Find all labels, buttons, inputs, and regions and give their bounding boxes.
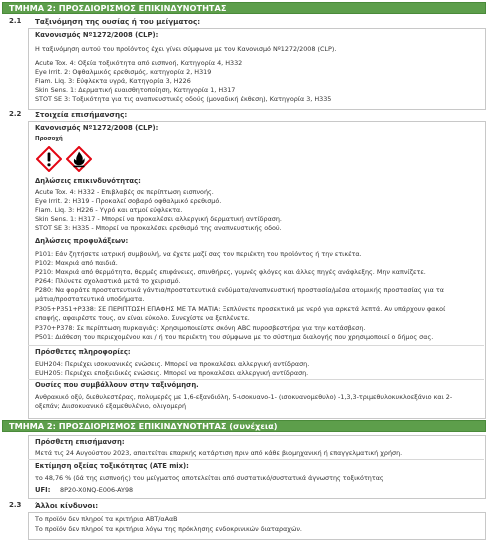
additional-information-title: Πρόσθετες πληροφορίες: bbox=[35, 348, 131, 356]
ufi-label: UFI: bbox=[35, 486, 51, 494]
precautionary-statement: P101: Εάν ζητήσετε ιατρική συμβουλή, να έχετε μαζί σας τον περιέκτη του προϊόντος ή την ετικέτα. bbox=[35, 250, 362, 258]
contributing-substances-line: οξεπάν; Διισοκυανικό εξαμεθυλένιο, ολιγομερή bbox=[35, 402, 186, 410]
classification-line: STOT SE 3: Τοξικότητα για τις αναπνευστικές οδούς (μοναδική έκθεση), Κατηγορία 3, H335 bbox=[35, 95, 332, 103]
additional-information-line: EUH205: Περιέχει εποξειδικές ενώσεις. Μπορεί να προκαλέσει αλλεργική αντίδραση. bbox=[35, 369, 309, 377]
classification-line: Acute Tox. 4: Οξεία τοξικότητα από εισπνοή, Κατηγορία 4, H332 bbox=[35, 59, 243, 67]
exclamation-mark-pictogram-icon bbox=[36, 146, 62, 172]
precautionary-statement: P501: Διάθεση του περιεχομένου και / ή του περιέκτη του σύμφωνα με το σύστημα διαλογής που χρησιμοποιεί ο δήμος σας. bbox=[35, 333, 434, 341]
other-hazards-heading: Άλλοι κίνδυνοι: bbox=[35, 501, 99, 510]
precautionary-statement: P210: Μακριά από θερμότητα, θερμές επιφάνειες, σπινθήρες, γυμνές φλόγες και άλλες πηγές ανάφλεξης. Μην καπνίζετε. bbox=[35, 268, 426, 276]
divider bbox=[28, 345, 484, 346]
hazard-statement: Flam. Liq. 3: H226 - Υγρό και ατμοί εύφλεκτα. bbox=[35, 206, 183, 214]
precautionary-statement: P102: Μακριά από παιδιά. bbox=[35, 259, 118, 267]
supplemental-labelling-title: Πρόσθετη επισήμανση: bbox=[35, 438, 125, 446]
signal-word: Προσοχή bbox=[35, 136, 63, 142]
ufi-value: 8P20-X0NQ-E006-AY98 bbox=[60, 486, 134, 494]
precautionary-statements-title: Δηλώσεις προφυλάξεων: bbox=[35, 237, 129, 245]
clp-regulation-label: Κανονισμός Nº1272/2008 (CLP): bbox=[35, 124, 159, 132]
section-header: ΤΜΗΜΑ 2: ΠΡΟΣΔΙΟΡΙΣΜΟΣ ΕΠΙΚΙΝΔΥΝΟΤΗΤΑΣ bbox=[2, 2, 486, 14]
section-number-2-3: 2.3 bbox=[9, 501, 22, 509]
other-hazards-line: Το προϊόν δεν πληροί τα κριτήρια λόγω της πρόκλησης ενδοκρινικών διαταραχών. bbox=[35, 525, 302, 533]
precautionary-statement: P264: Πλύνετε σχολαστικά μετά το χειρισμό. bbox=[35, 277, 181, 285]
hazard-statements-title: Δηλώσεις επικινδυνότητας: bbox=[35, 177, 141, 185]
contributing-substances-line: Ανθρακικό οξύ, διεθυλεστέρας, πολυμερές με 1,6-εξανδιόλη, 5-ισοκυανο-1- (ισοκυανομεθυλο) -1,3,3-τριμεθυλοκυκλοεξάνιο και 2- bbox=[35, 393, 453, 401]
other-hazards-line: Το προϊόν δεν πληροί τα κριτήρια ΑΒΤ/αΑαΒ bbox=[35, 515, 178, 523]
precautionary-statement: P370+P378: Σε περίπτωση πυρκαγιάς: Χρησιμοποιείστε σκόνη ABC πυροσβεστήρα για την κατάσβεση. bbox=[35, 324, 366, 332]
ate-mix-title: Εκτίμηση οξείας τοξικότητας (ATE mix): bbox=[35, 462, 189, 470]
contributing-substances-title: Ουσίες που συμβάλλουν στην ταξινόμηση. bbox=[35, 381, 199, 389]
classification-line: Flam. Liq. 3: Εύφλεκτα υγρά, Κατηγορία 3, H226 bbox=[35, 77, 191, 85]
precautionary-statement: P305+P351+P338: ΣΕ ΠΕΡΙΠΤΩΣΗ ΕΠΑΦΗΣ ΜΕ ΤΑ ΜΑΤΙΑ: Ξεπλύνετε προσεκτικά με νερό για αρκετά λεπτά. Αν υπάρχουν φακοί bbox=[35, 305, 446, 313]
precautionary-statement: επαφής, αφαιρέστε τους, αν είναι εύκολο. Συνεχίστε να ξεπλένετε. bbox=[35, 314, 250, 322]
classification-line: Skin Sens. 1: Δερματική ευαισθητοποίηση, Κατηγορία 1, H317 bbox=[35, 86, 236, 94]
hazard-statement: Skin Sens. 1: H317 - Μπορεί να προκαλέσει αλλεργική δερματική αντίδραση. bbox=[35, 215, 282, 223]
hazard-statement: Eye Irrit. 2: H319 - Προκαλεί σοβαρό οφθαλμικό ερεθισμό. bbox=[35, 197, 222, 205]
divider bbox=[28, 379, 484, 380]
section-number-2-1: 2.1 bbox=[9, 17, 22, 25]
section-header-continued: ΤΜΗΜΑ 2: ΠΡΟΣΔΙΟΡΙΣΜΟΣ ΕΠΙΚΙΝΔΥΝΟΤΗΤΑΣ (συνέχεια) bbox=[2, 420, 486, 432]
divider bbox=[28, 459, 484, 460]
label-elements-heading: Στοιχεία επισήμανσης: bbox=[35, 110, 128, 119]
flame-pictogram-icon bbox=[66, 146, 92, 172]
clp-regulation-label: Κανονισμός Nº1272/2008 (CLP): bbox=[35, 31, 159, 39]
classification-heading: Ταξινόμηση της ουσίας ή του μείγματος: bbox=[35, 17, 201, 26]
precautionary-statement: μάτια/προστατευτικά υποδήματα. bbox=[35, 295, 145, 303]
supplemental-labelling-text: Μετά τις 24 Αυγούστου 2023, απαιτείται επαρκής κατάρτιση πριν από κάθε βιομηχανική ή επαγγελματική χρήση. bbox=[35, 449, 403, 457]
hazard-statement: STOT SE 3: H335 - Μπορεί να προκαλέσει ερεθισμό της αναπνευστικής οδού. bbox=[35, 224, 282, 232]
ate-mix-text: το 48,76 % (δά της εισπνοής) του μείγματος αποτελείται από συστατικό/συστατικά άγνωστης τοξικότητας bbox=[35, 474, 384, 482]
classification-line: Eye Irrit. 2: Οφθαλμικός ερεθισμός, κατηγορία 2, H319 bbox=[35, 68, 212, 76]
hazard-statement: Acute Tox. 4: H332 - Επιβλαβές σε περίπτωση εισπνοής. bbox=[35, 188, 214, 196]
precautionary-statement: P280: Να φοράτε προστατευτικά γάντια/προστατευτικά ενδύματα/αναπνευστική προστασία/μέσα ατομικής προστασίας για τα bbox=[35, 286, 444, 294]
section-number-2-2: 2.2 bbox=[9, 110, 22, 118]
additional-information-line: EUH204: Περιέχει ισοκυανικές ενώσεις. Μπορεί να προκαλέσει αλλεργική αντίδραση. bbox=[35, 360, 310, 368]
classification-intro: Η ταξινόμηση αυτού του προϊόντος έχει γίνει σύμφωνα με τον Κανονισμό Nº1272/2008 (CLP). bbox=[35, 45, 337, 53]
